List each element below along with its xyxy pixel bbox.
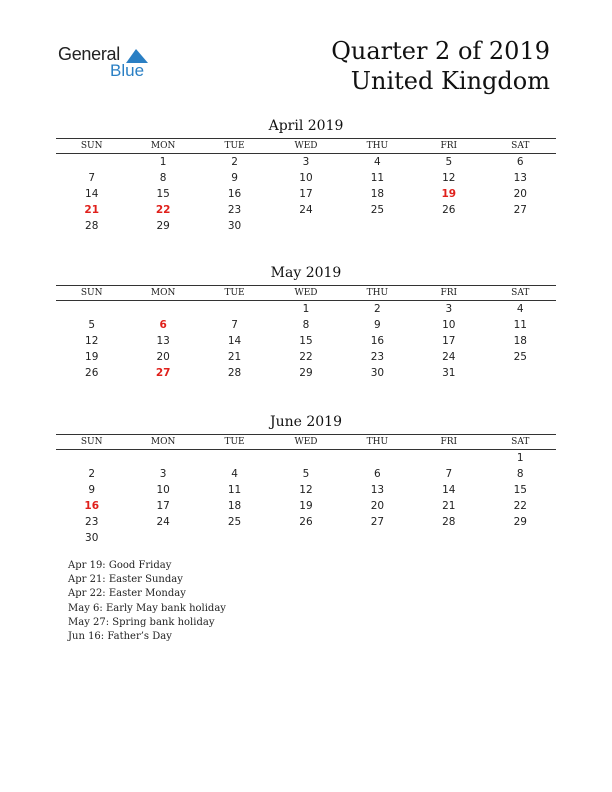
day-cell: 16	[227, 188, 242, 200]
weekday-header: SUN	[56, 286, 127, 301]
week-row	[56, 333, 556, 349]
day-cell: 23	[85, 516, 99, 528]
holiday-day-cell: 6	[159, 319, 167, 331]
day-cell: 12	[442, 172, 456, 184]
weekday-header: FRI	[413, 435, 484, 450]
day-cell: 10	[442, 319, 456, 331]
day-cell: 10	[156, 484, 170, 496]
holiday-day-cell: 16	[84, 500, 100, 512]
empty-day-cell	[127, 450, 198, 467]
empty-day-cell	[199, 301, 270, 318]
weekday-header: TUE	[199, 286, 270, 301]
title-country: United Kingdom	[350, 67, 550, 95]
calendar-grid	[56, 285, 556, 381]
day-cell: 29	[299, 367, 313, 379]
day-cell: 6	[374, 468, 381, 480]
weekday-header: TUE	[199, 139, 270, 154]
day-cell: 10	[299, 172, 313, 184]
day-cell: 5	[445, 156, 453, 168]
month-title: June 2019	[269, 414, 342, 430]
calendar-weeks	[56, 450, 556, 547]
weekday-header: THU	[342, 435, 413, 450]
empty-day-cell	[199, 530, 270, 546]
day-cell: 18	[513, 335, 527, 347]
day-cell: 13	[156, 335, 170, 347]
week-row	[56, 530, 556, 546]
day-cell: 7	[445, 468, 453, 480]
empty-day-cell	[485, 365, 556, 381]
month-calendar-may	[56, 264, 556, 381]
day-cell: 2	[231, 156, 238, 168]
day-cell: 24	[442, 351, 456, 363]
holiday-notes	[68, 559, 226, 644]
weekday-header: SUN	[56, 435, 127, 450]
week-row	[56, 514, 556, 530]
day-cell: 11	[370, 172, 385, 184]
day-cell: 9	[374, 319, 381, 331]
day-cell: 4	[516, 303, 524, 315]
holiday-day-cell: 21	[84, 204, 100, 216]
day-cell: 18	[227, 500, 242, 512]
weekday-header-row	[56, 139, 556, 154]
day-cell: 20	[370, 500, 385, 512]
logo	[58, 44, 158, 84]
empty-day-cell	[127, 301, 198, 318]
day-cell: 8	[159, 172, 167, 184]
day-cell: 14	[85, 188, 99, 200]
day-cell: 9	[231, 172, 238, 184]
weekday-header: WED	[270, 139, 341, 154]
empty-day-cell	[199, 450, 270, 467]
holiday-note: May 27: Spring bank holiday	[68, 616, 215, 628]
day-cell: 30	[227, 220, 242, 232]
day-cell: 22	[513, 500, 527, 512]
empty-day-cell	[413, 450, 484, 467]
day-cell: 30	[85, 532, 99, 544]
weekday-header: MON	[127, 435, 198, 450]
empty-day-cell	[485, 218, 556, 234]
day-cell: 19	[85, 351, 99, 363]
holiday-day-cell: 19	[441, 188, 457, 200]
title-quarter: Quarter 2 of 2019	[331, 37, 550, 65]
day-cell: 31	[442, 367, 456, 379]
day-cell: 27	[370, 516, 385, 528]
day-cell: 13	[370, 484, 385, 496]
empty-day-cell	[342, 450, 413, 467]
empty-day-cell	[270, 530, 341, 546]
day-cell: 1	[302, 303, 310, 315]
empty-day-cell	[56, 154, 127, 171]
day-cell: 29	[156, 220, 170, 232]
day-cell: 17	[299, 188, 313, 200]
day-cell: 23	[227, 204, 242, 216]
day-cell: 1	[159, 156, 167, 168]
empty-day-cell	[56, 301, 127, 318]
calendar-weeks	[56, 154, 556, 235]
week-row	[56, 154, 556, 171]
day-cell: 4	[231, 468, 238, 480]
day-cell: 26	[85, 367, 99, 379]
holiday-note: Jun 16: Father’s Day	[68, 631, 172, 643]
week-row	[56, 301, 556, 318]
empty-day-cell	[342, 218, 413, 234]
week-row	[56, 349, 556, 365]
day-cell: 18	[370, 188, 385, 200]
weekday-header: THU	[342, 286, 413, 301]
day-cell: 24	[156, 516, 170, 528]
day-cell: 1	[516, 452, 524, 464]
empty-day-cell	[413, 530, 484, 546]
day-cell: 24	[299, 204, 313, 216]
day-cell: 17	[156, 500, 170, 512]
weekday-header: SUN	[56, 139, 127, 154]
day-cell: 2	[88, 468, 96, 480]
day-cell: 27	[513, 204, 527, 216]
empty-day-cell	[56, 450, 127, 467]
day-cell: 3	[302, 156, 310, 168]
weekday-header: WED	[270, 286, 341, 301]
day-cell: 5	[88, 319, 96, 331]
day-cell: 7	[88, 172, 96, 184]
day-cell: 3	[159, 468, 167, 480]
holiday-note: Apr 19: Good Friday	[68, 560, 172, 571]
day-cell: 14	[227, 335, 242, 347]
day-cell: 2	[374, 303, 381, 315]
empty-day-cell	[413, 218, 484, 234]
weekday-header: FRI	[413, 286, 484, 301]
weekday-header: SAT	[485, 286, 556, 301]
empty-day-cell	[270, 218, 341, 234]
weekday-header: SAT	[485, 435, 556, 450]
month-calendar-april	[56, 117, 556, 234]
weekday-header: WED	[270, 435, 341, 450]
week-row	[56, 482, 556, 498]
day-cell: 5	[302, 468, 310, 480]
day-cell: 16	[370, 335, 385, 347]
calendar-weeks	[56, 301, 556, 382]
weekday-header-row	[56, 286, 556, 301]
week-row	[56, 498, 556, 514]
day-cell: 4	[374, 156, 381, 168]
day-cell: 30	[370, 367, 385, 379]
calendar-grid	[56, 138, 556, 234]
day-cell: 25	[513, 351, 527, 363]
empty-day-cell	[342, 530, 413, 546]
holiday-day-cell: 22	[155, 204, 171, 216]
day-cell: 12	[85, 335, 99, 347]
day-cell: 17	[442, 335, 456, 347]
weekday-header: MON	[127, 286, 198, 301]
weekday-header: TUE	[199, 435, 270, 450]
day-cell: 8	[302, 319, 310, 331]
holiday-day-cell: 27	[155, 367, 171, 379]
week-row	[56, 186, 556, 202]
day-cell: 26	[299, 516, 313, 528]
holiday-note: Apr 22: Easter Monday	[68, 588, 186, 600]
day-cell: 28	[227, 367, 242, 379]
day-cell: 20	[513, 188, 527, 200]
day-cell: 25	[370, 204, 385, 216]
month-title: May 2019	[270, 265, 342, 281]
day-cell: 19	[299, 500, 313, 512]
day-cell: 26	[442, 204, 456, 216]
month-calendar-june	[56, 413, 556, 546]
holiday-note: Apr 21: Easter Sunday	[68, 574, 183, 586]
day-cell: 20	[156, 351, 170, 363]
day-cell: 21	[442, 500, 456, 512]
day-cell: 8	[516, 468, 524, 480]
calendar-grid	[56, 434, 556, 546]
page-title	[331, 36, 550, 96]
day-cell: 12	[299, 484, 313, 496]
week-row	[56, 450, 556, 467]
empty-day-cell	[127, 530, 198, 546]
holiday-note: May 6: Early May bank holiday	[68, 602, 226, 614]
day-cell: 21	[227, 351, 242, 363]
day-cell: 14	[442, 484, 456, 496]
day-cell: 7	[231, 319, 238, 331]
logo-general-text: General	[58, 44, 120, 64]
day-cell: 28	[85, 220, 99, 232]
day-cell: 23	[370, 351, 385, 363]
day-cell: 15	[513, 484, 527, 496]
week-row	[56, 170, 556, 186]
weekday-header: THU	[342, 139, 413, 154]
empty-day-cell	[485, 530, 556, 546]
empty-day-cell	[270, 450, 341, 467]
day-cell: 29	[513, 516, 527, 528]
day-cell: 9	[88, 484, 96, 496]
weekday-header: MON	[127, 139, 198, 154]
weekday-header: SAT	[485, 139, 556, 154]
day-cell: 15	[299, 335, 313, 347]
month-title: April 2019	[268, 118, 344, 134]
week-row	[56, 317, 556, 333]
day-cell: 3	[445, 303, 453, 315]
day-cell: 6	[516, 156, 524, 168]
day-cell: 22	[299, 351, 313, 363]
logo-blue-text: Blue	[110, 61, 145, 80]
weekday-header: FRI	[413, 139, 484, 154]
week-row	[56, 218, 556, 234]
day-cell: 25	[227, 516, 242, 528]
day-cell: 15	[156, 188, 170, 200]
day-cell: 13	[513, 172, 527, 184]
week-row	[56, 466, 556, 482]
day-cell: 28	[442, 516, 456, 528]
week-row	[56, 202, 556, 218]
week-row	[56, 365, 556, 381]
weekday-header-row	[56, 435, 556, 450]
day-cell: 11	[227, 484, 242, 496]
day-cell: 11	[513, 319, 527, 331]
